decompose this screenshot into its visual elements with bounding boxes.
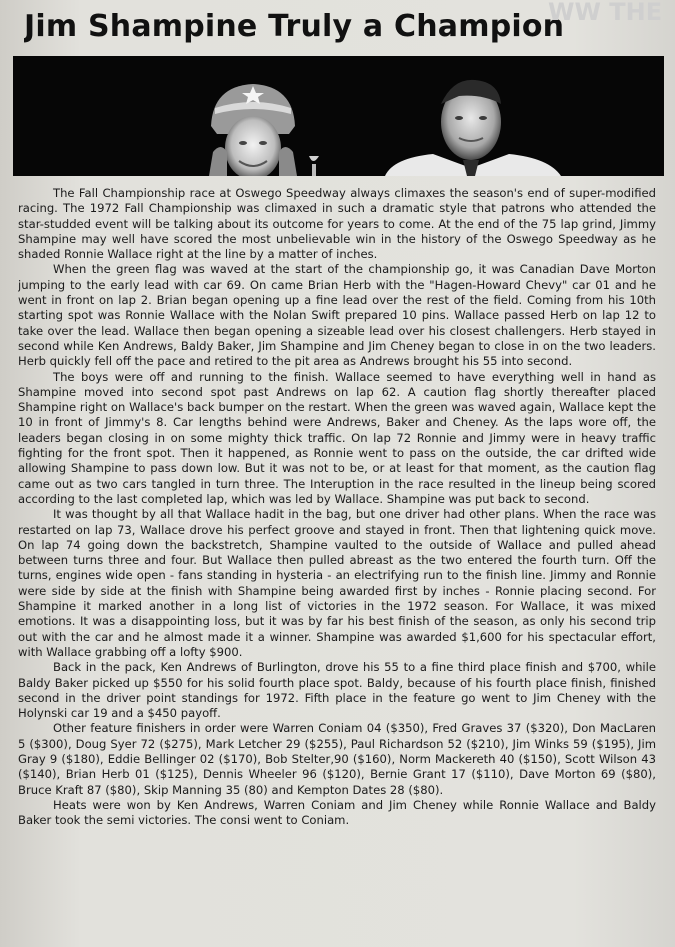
- article-paragraph: The boys were off and running to the finish. Wallace seemed to have everything well in hand as Shampine moved into second spot past Andrews on lap 62. A caution flag shortly thereafter placed Shampine right on Wallace's back bumper on the restart. When the green was waved again, Wallace kept the 10 in front of Jimmy's 8. Car lengths behind were Andrews, Baker and Cheney. As the laps wore off, the leaders began closing in on some mighty thick traffic. On lap 72 Ronnie and Jimmy were in heavy traffic fighting for the front spot. Then it happened, as Ronnie went to pass on the outside, the car drifted wide allowing Shampine to pass down low. But it was not to be, or at least for that moment, as the caution flag came out as two cars tangled in turn three. The Interuption in the race resulted in the lineup being scored according to the last completed lap, which was led by Wallace. Shampine was put back to second.: [18, 369, 656, 506]
- article-paragraph: It was thought by all that Wallace hadit in the bag, but one driver had other plans. When the race was restarted on lap 73, Wallace drove his perfect groove and stayed in front. Then that lightening quick move. On lap 74 going down the backstretch, Shampine vaulted to the outside of Wallace and pulled ahead between turns three and four. But Wallace then pulled abreast as the two entered the fourth turn. Off the turns, engines wide open - fans standing in hysteria - an electrifying run to the finish line. Jimmy and Ronnie were side by side at the finish with Shampine being awarded first by inches - Ronnie placing second. For Shampine it marked another in a long list of victories in the 1972 season. For Wallace, it was mixed emotions. It was a disappointing loss, but it was by far his best finish of the season, as only his second trip out with the car and he almost made it a winner. Shampine was awarded $1,600 for his spectacular effort, with Wallace grabbing off a lofty $900.: [18, 507, 656, 659]
- article-body: [18, 186, 656, 938]
- bleed-through-text: WW THE: [548, 0, 663, 26]
- photo-illustration: [13, 56, 664, 176]
- article-paragraph: Heats were won by Ken Andrews, Warren Coniam and Jim Cheney while Ronnie Wallace and Baldy Baker took the semi victories. The consi went to Coniam.: [18, 797, 656, 828]
- driver-figure: [209, 84, 297, 176]
- article-paragraph: The Fall Championship race at Oswego Speedway always climaxes the season's end of super-modified racing. The 1972 Fall Championship was climaxed in such a dramatic style that patrons who attended the star-studded event will be talking about its outcome for years to come. At the end of the 75 lap grind, Jimmy Shampine may well have scored the most unbelievable win in the history of the Oswego Speedway as he shaded Ronnie Wallace right at the line by a matter of inches.: [18, 186, 656, 262]
- photo: [13, 56, 664, 176]
- article-paragraph: Back in the pack, Ken Andrews of Burlington, drove his 55 to a fine third place finish and $700, while Baldy Baker picked up $550 for his solid fourth place spot. Baldy, because of his fourth place finish, finished second in the driver point standings for 1972. Fifth place in the feature go went to Jim Cheney with the Holynski car 19 and a $450 payoff.: [18, 660, 656, 721]
- headline: Jim Shampine Truly a Champion: [24, 9, 565, 44]
- article-paragraph: When the green flag was waved at the start of the championship go, it was Canadian Dave Morton jumping to the early lead with car 69. On came Brian Herb with the "Hagen-Howard Chevy" car 01 and he went in front on lap 2. Brian began opening up a fine lead over the rest of the field. Coming from his 10th starting spot was Ronnie Wallace with the Nolan Swift prepared 10 pins. Wallace passed Herb on lap 12 to take over the lead. Wallace then began opening a sizeable lead over his closest challengers. Herb stayed in second while Ken Andrews, Baldy Baker, Jim Shampine and Jim Cheney began to close in on the two leaders. Herb quickly fell off the pace and retired to the pit area as Andrews brought his 55 into second.: [18, 262, 656, 369]
- article-paragraph: Other feature finishers in order were Warren Coniam 04 ($350), Fred Graves 37 ($320), Don MacLaren 5 ($300), Doug Syer 72 ($275), Mark Letcher 29 ($255), Paul Richardson 52 ($210), Jim Winks 59 ($195), Jim Gray 9 ($180), Eddie Bellinger 02 ($170), Bob Stelter,90 ($160), Norm Mackereth 40 ($150), Scott Wilson 43 ($140), Brian Herb 01 ($125), Dennis Wheeler 96 ($120), Bernie Grant 17 ($110), Dave Morton 69 ($80), Bruce Kraft 87 ($80), Skip Manning 35 (80) and Kempton Dates 28 ($80).: [18, 721, 656, 797]
